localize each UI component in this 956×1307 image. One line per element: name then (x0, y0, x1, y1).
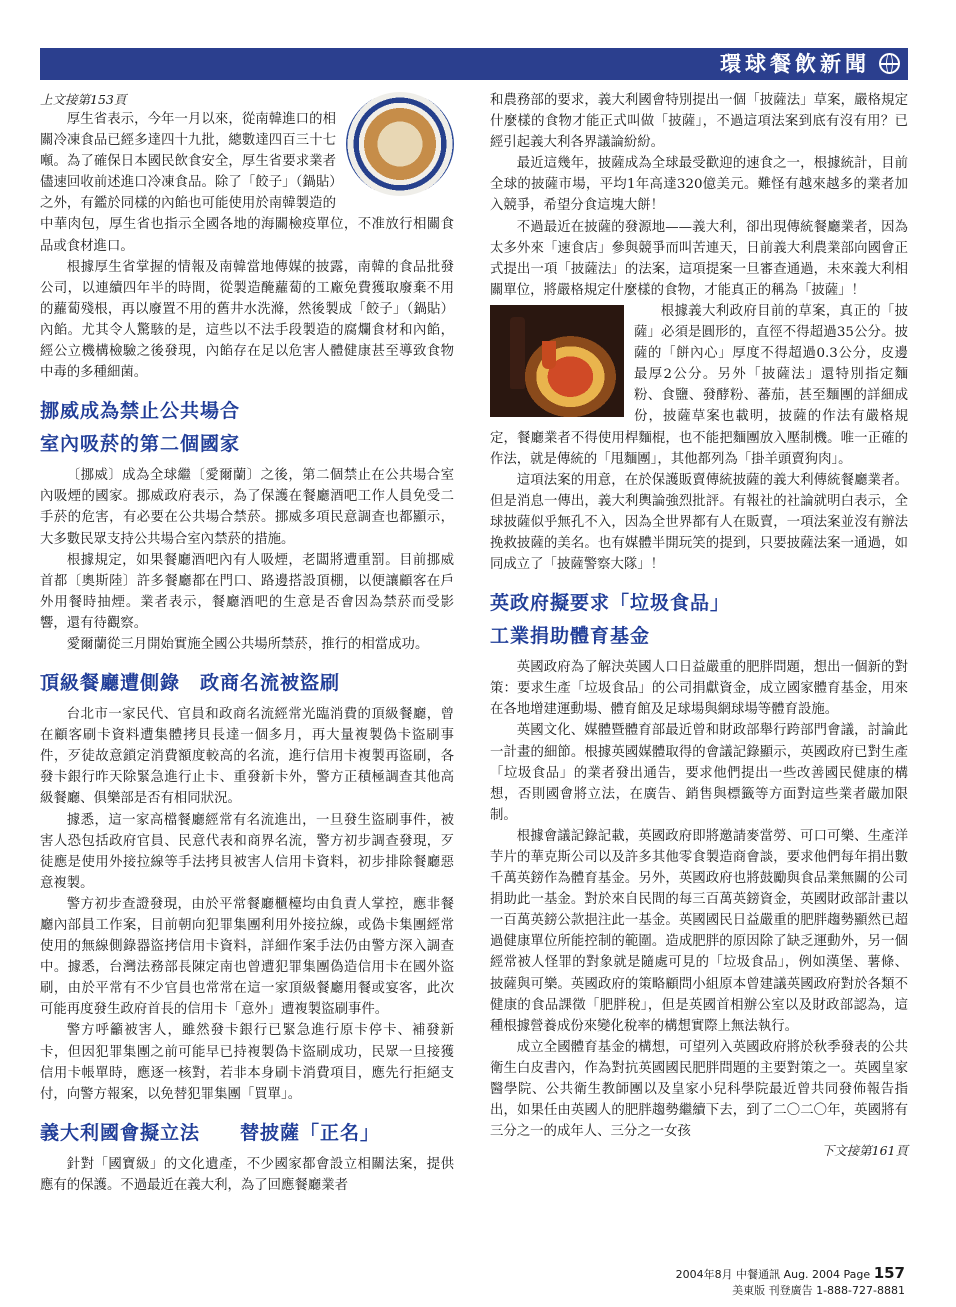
article-paragraph: 英國政府為了解決英國人口日益嚴重的肥胖問題，想出一個新的對策：要求生產「垃圾食品」的公司捐獻資金，成立國家體育基金，用來在各地增建運動場、體育館及足球場與網球場等體育設施。 (490, 660, 908, 718)
section-title: 環球餐飲新聞 (720, 52, 870, 76)
article-paragraph: 針對「國寶級」的文化遺產，不少國家都會設立相關法案，提供應有的保護。不過最近在義大利，為了回應餐廳業者 (40, 1156, 454, 1193)
dumpling-photo (346, 92, 454, 196)
footer-phone: 1-888-727-8881 (816, 1284, 905, 1297)
article-paragraph: 警方呼籲被害人，雖然發卡銀行已緊急進行原卡停卡、補發新卡，但因犯罪集團之前可能早已持複製偽卡盜刷成功，民眾一旦接獲信用卡帳單時，應逐一核對，若非本身刷卡消費項目，應先行拒絕支付，向警方報案，以免替犯罪集團「買單」。 (40, 1023, 454, 1102)
article-paragraph: 據悉，這一家高檔餐廳經常有名流進出，一旦發生盜刷事件，被害人恐包括政府官員、民意代表和商界名流，警方初步調查發現，歹徒應是使用外接拉線等手法拷貝被害人信用卡資料，初步排除餐廳惡意複製。 (40, 812, 454, 891)
section-header-bar (40, 48, 908, 80)
footer-page-label: Page (843, 1268, 871, 1281)
footer-date-cn: 2004年8月 (675, 1268, 733, 1281)
article-paragraph: 不過最近在披薩的發源地——義大利，卻出現傳統餐廳業者，因為太多外來「速食店」參與競爭而叫苦連天，日前義大利農業部向國會正式提出一項「披薩法」的法案，這項提案一旦審查通過，未來義大利相關單位，將嚴格規定什麼樣的食物，才能真正的稱為「披薩」！ (490, 219, 908, 298)
article-paragraph: 根據規定，如果餐廳酒吧內有人吸煙，老闆將遭重罰。目前挪威首都〔奧斯陸〕許多餐廳都在門口、路邊搭設頂棚，以便讓顧客在戶外用餐時抽煙。業者表示，餐廳酒吧的生意是否會因為禁菸而受影響，還有待觀察。 (40, 552, 454, 631)
article-paragraph: 這項法案的用意，在於保護販賣傳統披薩的義大利傳統餐廳業者。但是消息一傳出，義大利輿論強烈批評。有報社的社論就明白表示，全球披薩似乎無孔不入，因為全世界都有人在販賣，一項法案並沒有辦法挽救披薩的美名。也有媒體半開玩笑的提到，只要披薩法案一通過，如同成立了「披薩警察大隊」！ (490, 472, 908, 573)
article-paragraph: 根據義大利政府目前的草案，真正的「披薩」必須是圓形的，直徑不得超過35公分。披薩的「餅內心」厚度不得超過0.3公分，皮邊最厚2公分。另外「披薩法」還特別指定麵粉、食鹽、發酵粉、蕃茄，甚至麵團的詳細成份，披薩草案也載明，披薩的作法有嚴格規定，餐廳業者不得使用桿麵棍，也不能把麵團放入壓制機。唯一正確的作法，就是傳統的「甩麵團」，其他都列為「掛羊頭賣狗肉」。 (490, 303, 908, 467)
article-paragraph: 愛爾蘭從三月開始實施全國公共場所禁菸，推行的相當成功。 (66, 636, 429, 652)
footer-ad-label: 刊登廣告 (768, 1284, 813, 1297)
page-footer (0, 1265, 905, 1299)
article-paragraph: 〔挪威〕成為全球繼〔愛爾蘭〕之後，第二個禁止在公共場合室內吸煙的國家。挪威政府表示，為了保護在餐廳酒吧工作人員免受二手菸的危害，有必要在公共場合禁菸。挪威多項民意調查也都顯示，大多數民眾支持公共場合室內禁菸的措施。 (40, 468, 454, 547)
continued-from-note: 上文接第153頁 (40, 92, 127, 107)
article-paragraph: 英國文化、媒體暨體育部最近曾和財政部舉行跨部門會議，討論此一計畫的細節。根據英國媒體取得的會議記錄顯示，英國政府已對生產「垃圾食品」的業者發出通告，要求他們提出一些改善國民健康的構想，否則國會將立法，在廣告、銷售與標籤等方面對這些業者嚴加限制。 (490, 723, 908, 823)
right-column (490, 90, 908, 1160)
pizza-photo (490, 305, 624, 417)
article-heading: 挪威成為禁止公共場合 室內吸菸的第二個國家 (40, 400, 241, 456)
article-paragraph: 成立全國體育基金的構想，可望列入英國政府將於秋季發表的公共衛生白皮書內，作為對抗英國國民肥胖問題的主要對策之一。英國皇家醫學院、公共衛生教師團以及皇家小兒科學院最近曾共同發佈報告指出，如果任由英國人的肥胖趨勢繼續下去，到了二〇二〇年，英國將有三分之一的成年人、三分之一女孩 (490, 1039, 908, 1140)
article-heading: 頂級餐廳遭側錄 政商名流被盜刷 (40, 672, 341, 695)
article-paragraph: 根據會議記錄記載，英國政府即將邀請麥當勞、可口可樂、生產洋芋片的華克斯公司以及許多其他零食製造商會談，要求他們每年捐出數千萬英鎊作為體育基金。另外，英國政府也將鼓勵與食品業無關的公司捐助此一基金。對於來自民間的每三百萬英鎊資金，英國財政部計畫以一百萬英鎊公款挹注此一基金。英國國民日益嚴重的肥胖趨勢顯然已超過健康單位所能控制的範圍。造成肥胖的原因除了缺乏運動外，另一個經常被人怪罪的對象就是隨處可見的「垃圾食品」，例如漢堡、薯條、披薩與可樂。英國政府的策略顧問小組原本曾建議英國政府對於各類不健康的食品課徵「肥胖稅」，但是英國首相辦公室以及財政部認為，這種根據營養成份來變化稅率的構想實際上無法執行。 (490, 828, 908, 1034)
globe-icon (879, 53, 900, 74)
page-number: 157 (873, 1264, 905, 1282)
article-paragraph: 和農務部的要求，義大利國會特別提出一個「披薩法」草案，嚴格規定什麼樣的食物才能正式叫做「披薩」，不過這項法案到底有沒有用？已經引起義大利各界議論紛紛。 (490, 93, 908, 151)
article-heading: 義大利國會擬立法 替披薩「正名」 (40, 1121, 381, 1144)
article-paragraph: 警方初步查證發現，由於平常餐廳櫃檯均由負責人掌控，應非餐廳內部員工作案，目前朝向犯罪集團利用外接拉線，或偽卡集團經常使用的無線側錄器盜拷信用卡資料，詳細作案手法仍由警方深入調查中。據悉，台灣法務部長陳定南也曾遭犯罪集團偽造信用卡在國外盜刷，由於平常有不少官員也常常在這一家頂級餐廳用餐或宴客，此次可能再度發生政府首長的信用卡「意外」遭複製盜刷事件。 (40, 896, 454, 1018)
article-paragraph: 厚生省表示，今年一月以來，從南韓進口的相關冷凍食品已經多達四十九批，總數達四百三十七噸。為了確保日本國民飲食安全，厚生省要求業者儘速回收前述進口冷凍食品。除了「餃子」（鍋貼）之外，有鑑於同樣的內餡也可能使用於南韓製造的中華肉包，厚生省也指示全國各地的海關檢疫單位，不准放行相關食品或食材進口。 (40, 112, 454, 254)
article-paragraph: 台北市一家民代、官員和政商名流經常光臨消費的頂級餐廳，曾在顧客刷卡資料遭集體拷貝長達一個多月，再大量複製偽卡盜刷事件，歹徒故意鎖定消費額度較高的名流，進行信用卡複製再盜刷，各發卡銀行昨天除緊急進行止卡、重發新卡外，警方正積極調查其他高級餐廳、俱樂部是否有相同狀況。 (40, 707, 454, 807)
footer-edition: 美東版 (732, 1284, 766, 1297)
continued-to-note: 下文接第161頁 (821, 1143, 908, 1159)
footer-date-en: Aug. 2004 (783, 1268, 841, 1281)
left-column (40, 90, 454, 1196)
article-paragraph: 根據厚生省掌握的情報及南韓當地傳媒的披露，南韓的食品批發公司，以連續四年半的時間，從製造醃蘿蔔的工廠免費獲取廢棄不用的蘿蔔殘根，再以廢置不用的舊井水洗滌，然後製成「餃子」（鍋貼）內餡。尤其令人驚駭的是，這些以不法手段製造的腐爛食材和內餡，經公立機構檢驗之後發現，內餡存在足以危害人體健康甚至導致食物中毒的多種細菌。 (40, 259, 454, 381)
article-paragraph: 最近這幾年，披薩成為全球最受歡迎的速食之一，根據統計，目前全球的披薩市場，平均1年高達320億美元。難怪有越來越多的業者加入競爭，希望分食這塊大餅！ (490, 156, 908, 214)
article-heading: 英政府擬要求「垃圾食品」 工業捐助體育基金 (490, 592, 731, 648)
footer-publication: 中餐通訊 (736, 1268, 781, 1281)
